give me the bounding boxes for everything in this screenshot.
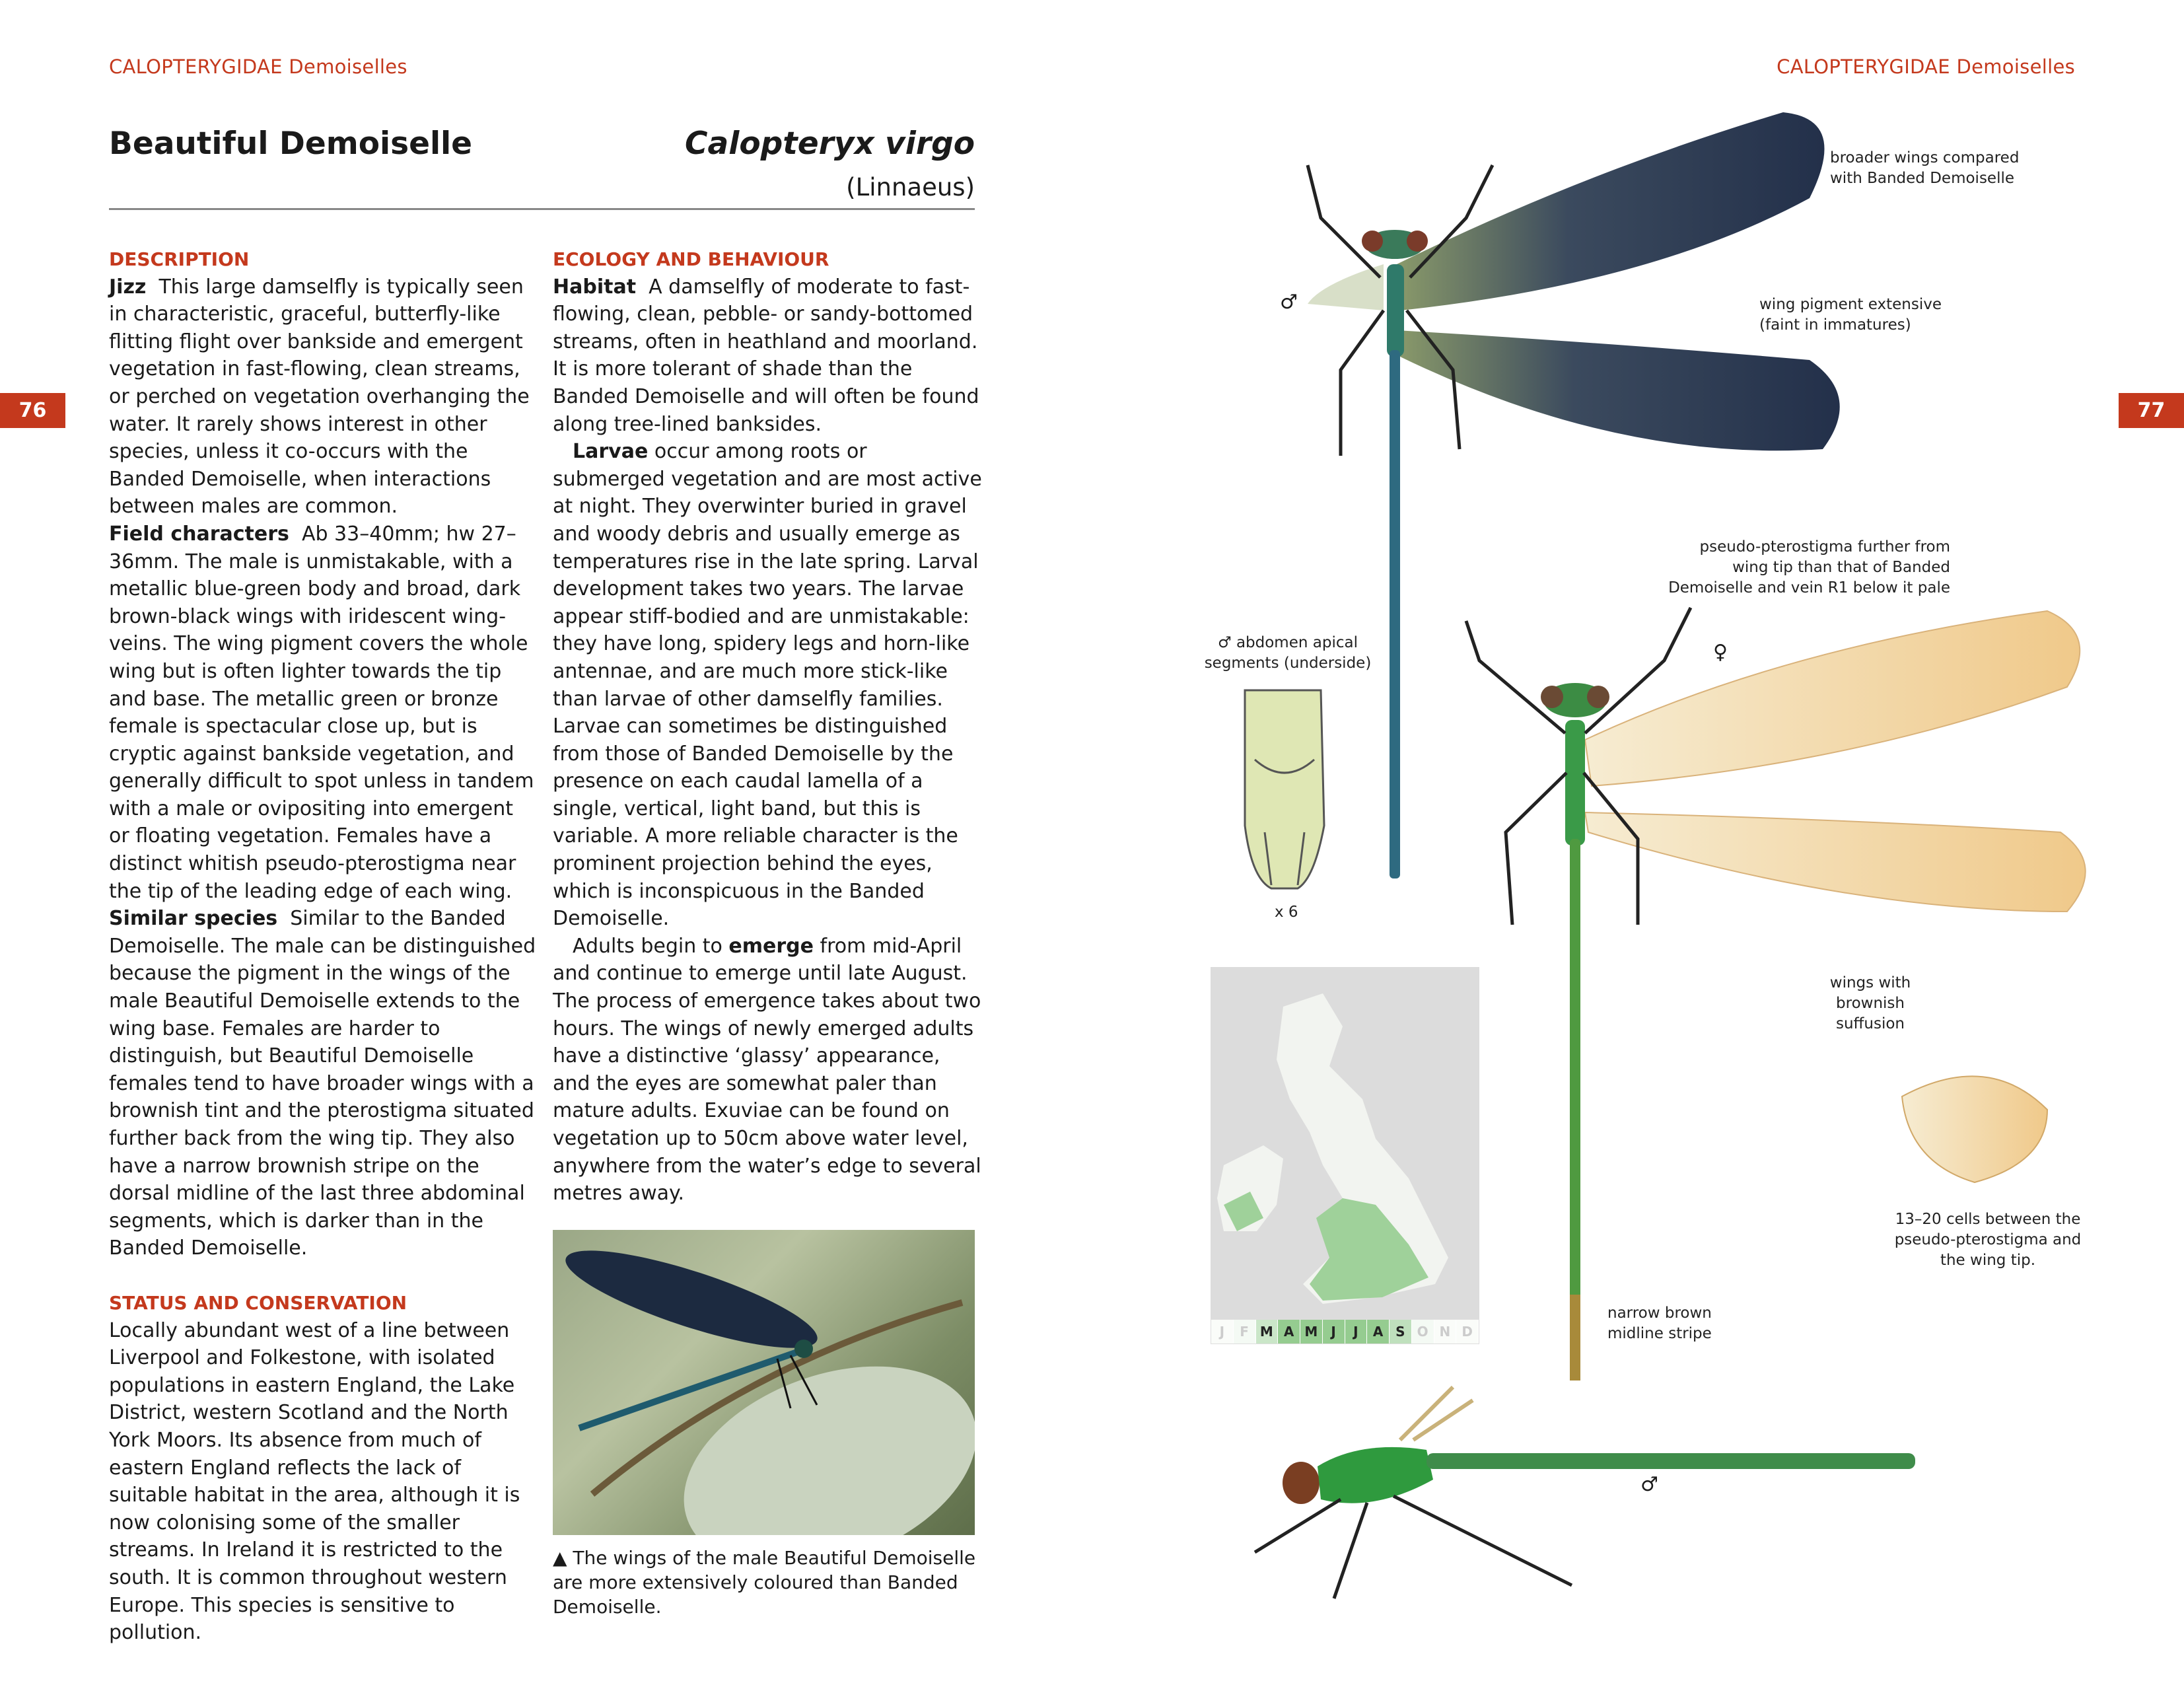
male-symbol-lateral: ♂ <box>1640 1473 1658 1496</box>
page-number-right: 77 <box>2119 393 2184 428</box>
annotation-line: segments (underside) <box>1204 655 1372 672</box>
annotation-line: pseudo-pterostigma further from <box>1699 538 1950 556</box>
month-cell: J <box>1345 1320 1368 1344</box>
title-rule <box>109 208 975 210</box>
male-photo <box>553 1230 975 1535</box>
distribution-map <box>1211 967 1479 1319</box>
annotation-line: 13–20 cells between the <box>1895 1211 2081 1228</box>
annotation-line: wing pigment extensive <box>1759 296 1942 313</box>
dragonfly-illustrations <box>1090 86 2184 1605</box>
larvae-text: occur among roots or submerged vegetation and are most active at night. They overwinter buried in gravel and woody debris and usually emerge as temperatures rise in the late spring. Larval development takes two years. The larvae appear stiff-bodied and are unmistakable: they have long, spidery legs and horn-like antennae, and are much more stick-like than larvae of other damselfly families. Larvae can sometimes be distinguished from those of Banded Demoiselle by the presence on each caudal lamella of a single, vertical, light band, but this is variable. A more reliable character is the prominent projection behind the eyes, which is inconspicuous in the Banded Demoiselle. <box>553 440 982 931</box>
month-cell: J <box>1211 1320 1234 1344</box>
emerge-label: emerge <box>728 934 814 958</box>
female-hindwing <box>1585 812 2086 912</box>
month-cell: A <box>1367 1320 1390 1344</box>
column-left <box>109 246 538 1647</box>
larvae-label: Larvae <box>573 440 649 464</box>
male-forewing <box>1397 112 1825 310</box>
larvae-paragraph <box>553 438 982 933</box>
jizz-text: This large damselfly is typically seen in characteristic, graceful, butterfly-like flitting flight over bankside and emergent vegetation in fast-flowing, clean streams, or perched on vegetation overhanging the water. It rarely shows interest in other species, unless it co-occurs with the Banded Demoiselle, when interactions between males are common. <box>109 275 530 519</box>
annotation-line: brownish <box>1836 995 1905 1012</box>
field-label: Field characters <box>109 522 289 546</box>
habitat-label: Habitat <box>553 275 637 299</box>
annotation-line: suffusion <box>1835 1015 1905 1032</box>
status-text: Locally abundant west of a line between Liverpool and Folkestone, with isolated populations in eastern England, the Lake District, western Scotland and the North York Moors. Its absence from much of eastern England reflects the lack of suitable habitat in the area, although it is now colonising some of the smaller streams. In Ireland it is restricted to the south. It is common throughout western Europe. This species is sensitive to pollution. <box>109 1318 520 1645</box>
authority: (Linnaeus) <box>846 173 975 201</box>
female-symbol: ♀ <box>1713 641 1728 664</box>
similar-paragraph <box>109 905 538 1262</box>
adults-paragraph <box>553 933 982 1207</box>
similar-text: Similar to the Banded Demoiselle. The male can be distinguished because the pigment in the wings of the male Beautiful Demoiselle extends to the wing base. Females are harder to distinguish, but Beautiful Demoiselle females tend to have broader wings with a brownish tint and the pterostigma situated further back from the wing tip. They also have a narrow brownish stripe on the dorsal midline of the last three abdominal segments, which is darker than in the Banded Demoiselle. <box>109 907 536 1260</box>
adults-text: from mid-April and continue to emerge until late August. The process of emergence takes about two hours. The wings of newly emerged adults have a distinctive ‘glassy’ appearance, and the eyes are somewhat paler than mature adults. Exuviae can be found on vegetation up to 50cm above water level, anywhere from the water’s edge to several metres away. <box>553 934 981 1205</box>
description-heading: DESCRIPTION <box>109 248 250 270</box>
similar-label: Similar species <box>109 907 278 931</box>
abdomen-apical-inset <box>1245 690 1324 888</box>
jizz-paragraph <box>109 273 538 520</box>
annotation-wings-brownish <box>1804 973 1936 1034</box>
annotation-cells <box>1882 1209 2094 1271</box>
field-paragraph <box>109 520 538 905</box>
month-cell: A <box>1278 1320 1300 1344</box>
month-cell: N <box>1434 1320 1457 1344</box>
male-abdomen <box>1390 350 1400 878</box>
annotation-pseudo-pterostigma <box>1668 537 1950 598</box>
habitat-paragraph <box>553 273 982 439</box>
annotation-wing-pigment <box>1759 295 1942 336</box>
habitat-text: A damselfly of moderate to fast-flowing, clean, pebble- or sandy-bottomed streams, often in heathland and moorland. It is more tolerant of shade than the Banded Demoiselle and will often be found along tree-lined banksides. <box>553 275 979 436</box>
photo-caption: ▲ The wings of the male Beautiful Demoiselle are more extensively coloured than Banded Demoiselle. <box>553 1547 976 1618</box>
annotation-line: the wing tip. <box>1940 1252 2036 1269</box>
month-cell: O <box>1412 1320 1434 1344</box>
annotation-abdomen-apical <box>1202 633 1374 674</box>
month-cell: S <box>1390 1320 1412 1344</box>
status-heading: STATUS AND CONSERVATION <box>109 1291 407 1314</box>
annotation-line: wings with <box>1829 974 1911 991</box>
adults-pre: Adults begin to <box>573 934 722 958</box>
annotation-line: Demoiselle and vein R1 below it pale <box>1668 579 1950 596</box>
annotation-line: pseudo-pterostigma and <box>1894 1231 2082 1248</box>
male-hindwing <box>1397 330 1840 450</box>
column-right <box>553 246 982 1207</box>
magnification: x 6 <box>1275 904 1298 921</box>
month-cell: M <box>1300 1320 1323 1344</box>
wing-tip-inset <box>1902 1076 2047 1182</box>
flight-period-bar <box>1211 1319 1479 1344</box>
annotation-line: (faint in immatures) <box>1759 316 1911 334</box>
running-head-left: CALOPTERYGIDAE Demoiselles <box>109 55 407 78</box>
month-cell: D <box>1456 1320 1479 1344</box>
field-text: Ab 33–40mm; hw 27–36mm. The male is unmistakable, with a metallic blue-green body and broad, dark brown-black wings with iridescent wing-veins. The wing pigment covers the whole wing but is often lighter towards the tip and base. The metallic green or bronze female is spectacular close up, but is cryptic against bankside vegetation, and generally difficult to spot unless in tandem with a male or ovipositing into emergent or floating vegetation. Females have a distinct whitish pseudo-pterostigma near the tip of the leading edge of each wing. <box>109 522 534 903</box>
male-lateral-illustration <box>1255 1387 1915 1598</box>
annotation-line: ♂ abdomen apical <box>1218 634 1358 651</box>
jizz-label: Jizz <box>109 275 147 299</box>
ecology-heading: ECOLOGY AND BEHAVIOUR <box>553 248 829 270</box>
annotation-line: broader wings compared <box>1830 149 2020 166</box>
page-number-left: 76 <box>0 393 65 428</box>
annotation-line: midline stripe <box>1607 1325 1712 1342</box>
annotation-line: narrow brown <box>1607 1305 1712 1322</box>
female-forewing <box>1585 611 2080 786</box>
species-title: Beautiful Demoiselle <box>109 125 473 162</box>
month-cell: F <box>1234 1320 1256 1344</box>
running-head-right: CALOPTERYGIDAE Demoiselles <box>1777 55 2075 78</box>
month-cell: J <box>1323 1320 1345 1344</box>
annotation-midline <box>1607 1303 1712 1344</box>
annotation-line: wing tip than that of Banded <box>1732 559 1950 576</box>
month-cell: M <box>1256 1320 1279 1344</box>
scientific-name: Calopteryx virgo <box>685 125 975 162</box>
male-symbol-top: ♂ <box>1280 291 1298 314</box>
annotation-line: with Banded Demoiselle <box>1830 170 2015 187</box>
annotation-broader-wings <box>1830 148 2019 189</box>
